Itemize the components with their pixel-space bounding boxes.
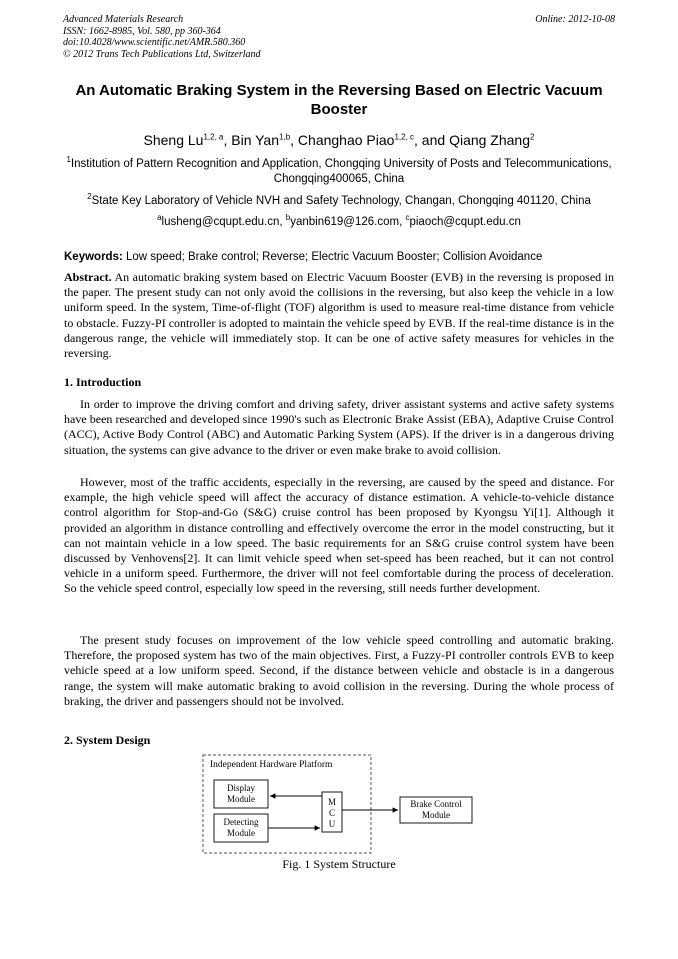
section-heading-system-design: 2. System Design [64, 733, 151, 747]
author-affiliation-marker: 1,b [279, 132, 291, 142]
email-separator: , [399, 216, 406, 228]
email-address: yanbin619@126.com [290, 216, 400, 228]
author-name: Sheng Lu [143, 132, 204, 148]
detecting-module-line2: Module [227, 828, 255, 838]
author-separator: , [223, 132, 232, 148]
author-list [30, 131, 648, 149]
figure-caption: Fig. 1 System Structure [282, 857, 396, 871]
intro-paragraph-3: The present study focuses on improvement of the low vehicle speed controlling and automatic braking. Therefore, the proposed system has two of the main objectives. First, a Fuzzy-PI controller controls EVB to keep vehicle speed at a low uniform speed. Second, if the distance between vehicle and obstacle is in a dangerous range, the system will make automatic braking to avoid collision in the reversing. During the whole process of braking, the driver and passengers should not be involved. [64, 633, 614, 708]
author-separator: , and [414, 132, 450, 148]
author-affiliation-marker: 1,2, a [203, 132, 224, 142]
brake-module-line2: Module [422, 810, 450, 820]
keywords [64, 250, 624, 265]
keywords-text: Low speed; Brake control; Reverse; Electric Vacuum Booster; Collision Avoidance [126, 251, 543, 263]
paper-title: An Automatic Braking System in the Reversing Based on Electric Vacuum Booster [75, 82, 603, 118]
intro-paragraph-2: However, most of the traffic accidents, especially in the reversing, are caused by the speed and distance. For example, the high vehicle speed will affect the accuracy of distance estimation. A vehicle-to-vehicle distance control algorithm for Stop-and-Go (S&G) cruise control has been proposed by Kyongsu Yi[1]. Although it provided an algorithm in distance controlling and effectively overcome the error in the model constructing, but it can not maintain vehicle in a low speed. The basic requirements for an S&G cruise control system have been discussed by Venhovens[2]. It can limit vehicle speed when set-speed has been reached, but it can not control vehicle in a uniform speed. Furthermore, the driver will not feel comfortable during the process of deceleration. So the vehicle speed control, especially low speed in the reversing, still needs further development. [64, 475, 614, 596]
email-marker: b [285, 213, 291, 223]
platform-label: Independent Hardware Platform [210, 760, 333, 770]
author-name: Changhao Piao [297, 132, 395, 148]
doi-line: doi:10.4028/www.scientific.net/AMR.580.360 [63, 37, 246, 48]
online-date: Online: 2012-10-08 [535, 14, 615, 25]
affiliation-marker: 1 [66, 155, 71, 165]
affiliation-marker: 2 [87, 192, 92, 202]
affiliation-text: Institution of Pattern Recognition and Application, Chongqing University of Posts and Telecommunications, Chongqing400065, China [70, 158, 612, 185]
brake-module-diagram [398, 752, 478, 856]
author-separator: , [290, 132, 298, 148]
author-affiliation-marker: 1,2, c [394, 132, 415, 142]
email-marker: c [405, 213, 410, 223]
copyright-line: © 2012 Trans Tech Publications Ltd, Switzerland [63, 48, 261, 60]
mcu-letter-u: U [328, 819, 336, 829]
section-heading-introduction: 1. Introduction [64, 375, 142, 389]
author-name: Bin Yan [231, 132, 280, 148]
email-address: lusheng@cqupt.edu.cn [161, 216, 280, 228]
email-list [40, 215, 638, 230]
affiliation-2 [40, 194, 638, 209]
display-module-line2: Module [227, 794, 255, 804]
brake-module-line1: Brake Control [410, 799, 462, 809]
email-separator: , [279, 216, 286, 228]
author-name: Qiang Zhang [449, 132, 531, 148]
affiliation-1 [40, 157, 638, 187]
journal-metadata [63, 14, 363, 60]
display-module-line1: Display [227, 783, 255, 793]
detecting-module-line1: Detecting [223, 817, 259, 827]
abstract [64, 270, 614, 361]
email-marker: a [157, 213, 162, 223]
mcu-letter-c: C [328, 808, 336, 818]
keywords-label: Keywords: [64, 251, 123, 263]
affiliation-text: State Key Laboratory of Vehicle NVH and Safety Technology, Changan, Chongqing 401120, China [91, 195, 591, 207]
issn-line: ISSN: 1662-8985, Vol. 580, pp 360-364 [63, 25, 221, 37]
intro-paragraph-1: In order to improve the driving comfort and driving safety, driver assistant systems and active safety systems have been researched and developed since 1990's such as Electronic Brake Assist (EBA), Adaptive Cruise Control (ACC), Active Body Control (ABC) and Automatic Parking System (APS). If the driver is in a dangerous driving situation, the systems can give advance to the driver or even make brake to avoid collision. [64, 397, 614, 457]
journal-name: Advanced Materials Research [63, 14, 184, 25]
abstract-text: An automatic braking system based on Electric Vacuum Booster (EVB) in the reversing is proposed in the paper. The present study can not only avoid the collisions in the reversing, but also keep the vehicle in a low uniform speed. In the system, Time-of-flight (TOF) algorithm is used to measure real-time distance from vehicle to obstacle. Fuzzy-PI controller is adopted to maintain the vehicle speed by EVB. If the real-time distance is in the dangerous range, the vehicle will immediately stop. It can be one of active safety measures for vehicles in the reversing. [64, 270, 614, 361]
abstract-label: Abstract. [64, 270, 112, 284]
email-address: piaoch@cqupt.edu.cn [409, 216, 521, 228]
mcu-letter-m: M [327, 797, 337, 807]
system-structure-figure [202, 752, 462, 856]
author-affiliation-marker: 2 [530, 132, 535, 142]
